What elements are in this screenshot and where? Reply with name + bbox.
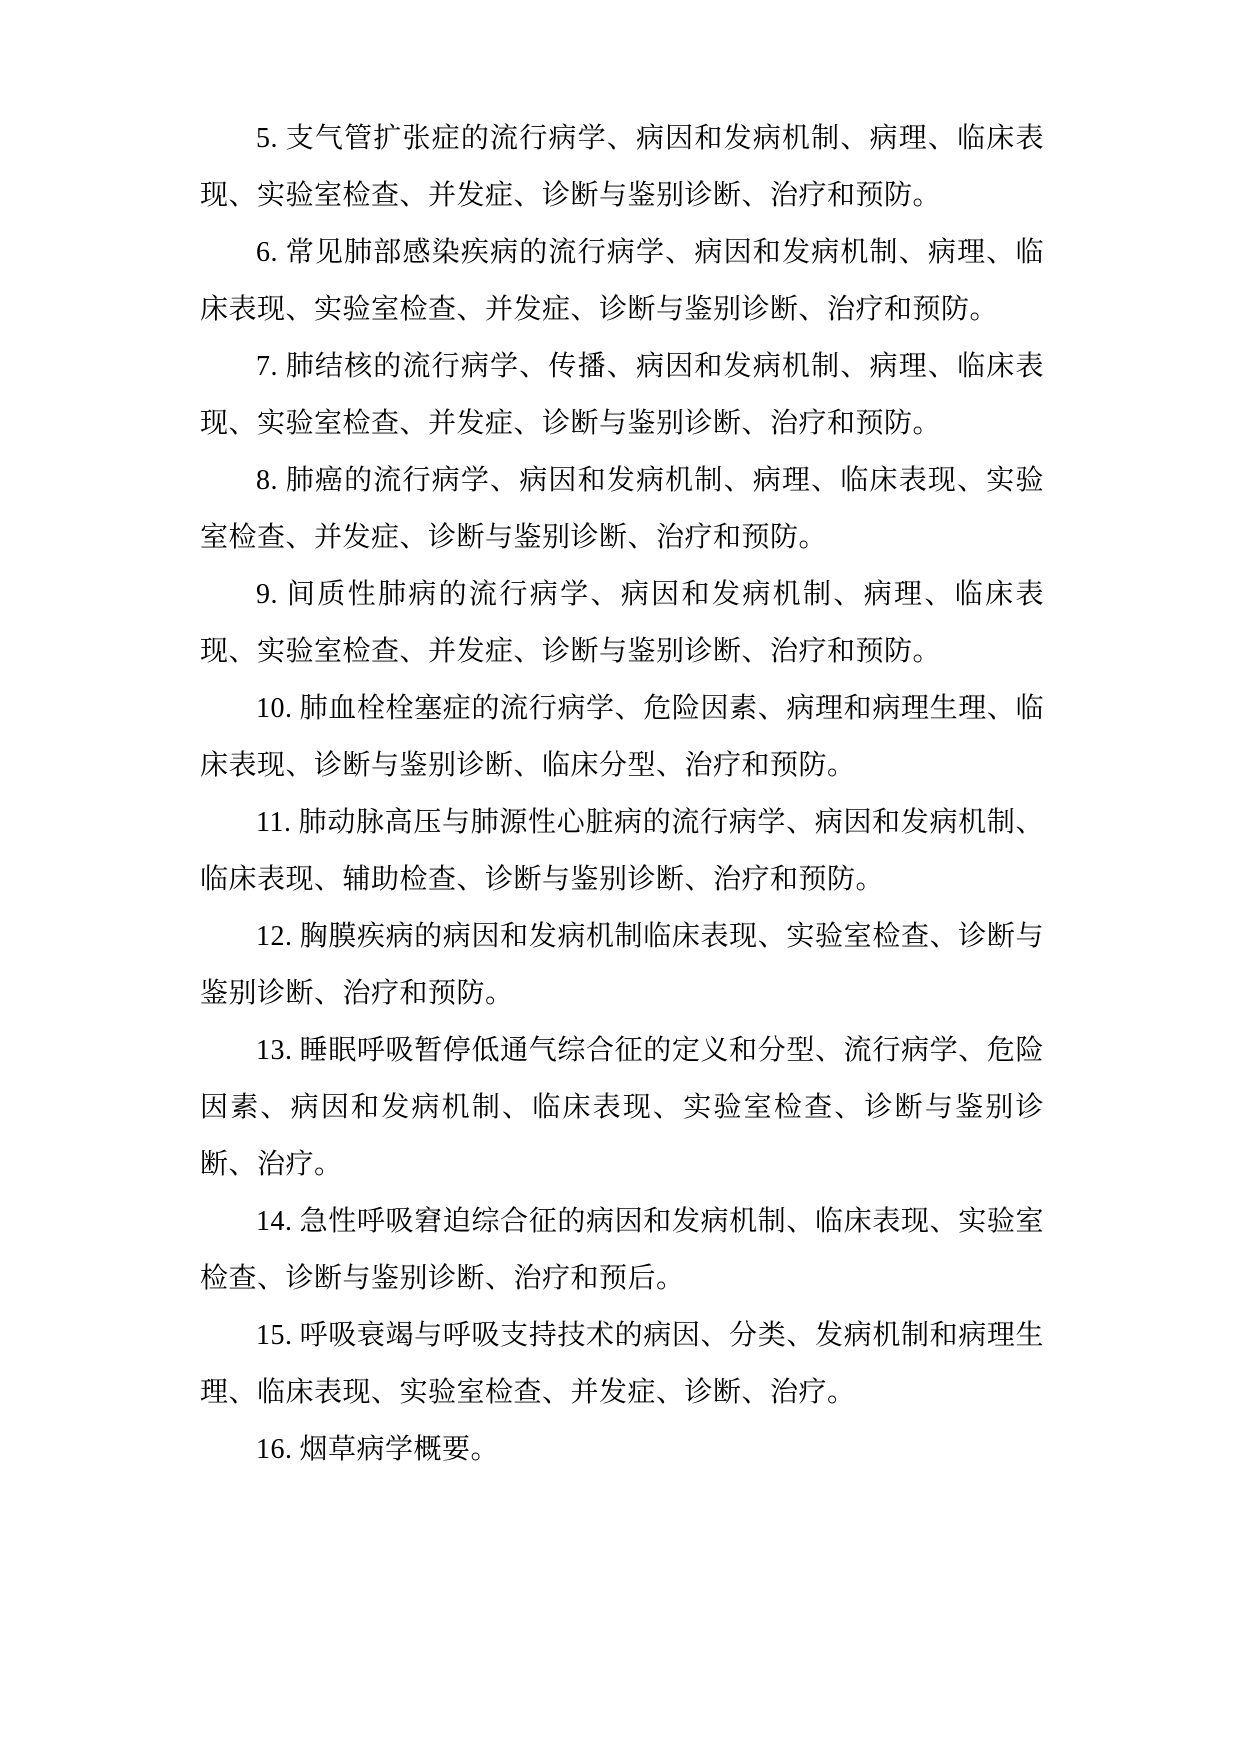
list-item-14: [200, 1193, 1044, 1307]
item-text: 肺动脉高压与肺源性心脏病的流行病学、病因和发病机制、临床表现、辅助检查、诊断与鉴别诊断、治疗和预防。: [200, 807, 1044, 895]
item-text: 胸膜疾病的病因和发病机制临床表现、实验室检查、诊断与鉴别诊断、治疗和预防。: [200, 921, 1044, 1009]
list-item-13: [200, 1022, 1044, 1193]
item-number: 9.: [256, 579, 278, 610]
list-item-11: [200, 794, 1044, 908]
item-number: 11.: [256, 807, 292, 838]
item-number: 15.: [256, 1320, 293, 1351]
item-number: 8.: [256, 465, 278, 496]
list-item-7: [200, 338, 1044, 452]
item-number: 12.: [256, 921, 293, 952]
item-number: 7.: [256, 351, 278, 382]
list-item-10: [200, 680, 1044, 794]
list-item-16: [200, 1421, 1044, 1478]
item-text: 常见肺部感染疾病的流行病学、病因和发病机制、病理、临床表现、实验室检查、并发症、诊断与鉴别诊断、治疗和预防。: [200, 237, 1044, 325]
item-text: 肺癌的流行病学、病因和发病机制、病理、临床表现、实验室检查、并发症、诊断与鉴别诊断、治疗和预防。: [200, 465, 1044, 553]
item-number: 10.: [256, 693, 293, 724]
item-number: 5.: [256, 123, 278, 154]
item-number: 6.: [256, 237, 278, 268]
list-item-8: [200, 452, 1044, 566]
item-number: 13.: [256, 1035, 293, 1066]
item-text: 肺结核的流行病学、传播、病因和发病机制、病理、临床表现、实验室检查、并发症、诊断与鉴别诊断、治疗和预防。: [200, 351, 1044, 439]
item-text: 肺血栓栓塞症的流行病学、危险因素、病理和病理生理、临床表现、诊断与鉴别诊断、临床分型、治疗和预防。: [200, 693, 1044, 781]
document-body: [200, 110, 1044, 1478]
item-text: 支气管扩张症的流行病学、病因和发病机制、病理、临床表现、实验室检查、并发症、诊断与鉴别诊断、治疗和预防。: [200, 123, 1044, 211]
list-item-15: [200, 1307, 1044, 1421]
list-item-5: [200, 110, 1044, 224]
item-number: 14.: [256, 1206, 293, 1237]
item-text: 间质性肺病的流行病学、病因和发病机制、病理、临床表现、实验室检查、并发症、诊断与鉴别诊断、治疗和预防。: [200, 579, 1044, 667]
item-text: 烟草病学概要。: [299, 1434, 500, 1465]
item-text: 急性呼吸窘迫综合征的病因和发病机制、临床表现、实验室检查、诊断与鉴别诊断、治疗和预后。: [200, 1206, 1044, 1294]
item-text: 睡眠呼吸暂停低通气综合征的定义和分型、流行病学、危险因素、病因和发病机制、临床表现、实验室检查、诊断与鉴别诊断、治疗。: [200, 1035, 1044, 1180]
list-item-12: [200, 908, 1044, 1022]
item-text: 呼吸衰竭与呼吸支持技术的病因、分类、发病机制和病理生理、临床表现、实验室检查、并发症、诊断、治疗。: [200, 1320, 1044, 1408]
item-number: 16.: [256, 1434, 293, 1465]
list-item-6: [200, 224, 1044, 338]
list-item-9: [200, 566, 1044, 680]
